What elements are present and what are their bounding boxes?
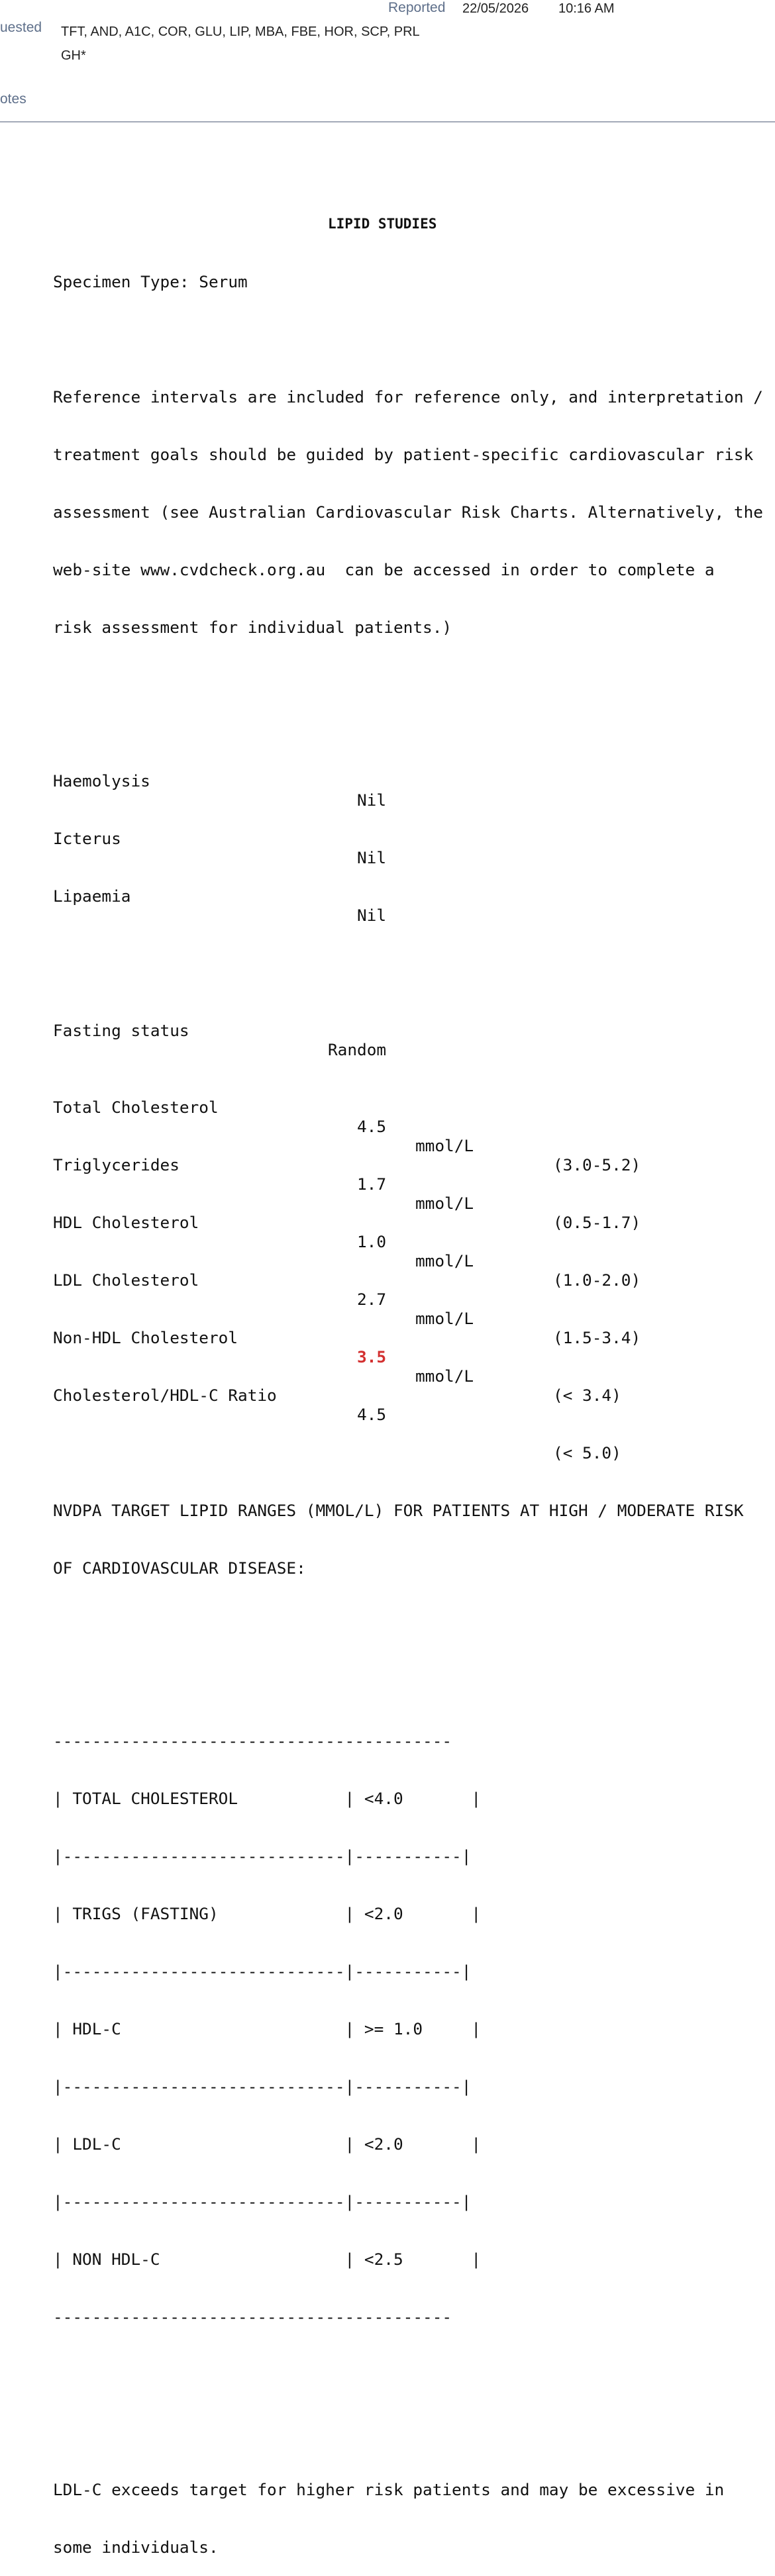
abnormal-value: 3.5 xyxy=(357,1347,387,1366)
reported-time: 10:16 AM xyxy=(558,1,615,16)
result-row-abnormal: Non-HDL Cholesterol 3.5 mmol/L (< 3.4) xyxy=(53,1328,621,1405)
table-line: |-----------------------------|-----------| xyxy=(53,2192,472,2211)
reported-label: Reported xyxy=(388,0,446,15)
reported-date: 22/05/2026 xyxy=(462,1,529,16)
header-divider xyxy=(0,121,775,122)
requested-tests-line1: TFT, AND, A1C, COR, GLU, LIP, MBA, FBE, HOR, SCP, PRL xyxy=(61,24,420,39)
report-title: LIPID STUDIES xyxy=(328,216,437,232)
table-line: |-----------------------------|-----------| xyxy=(53,2077,472,2096)
table-line: | TRIGS (FASTING) | <2.0 | xyxy=(53,1904,482,1923)
intro-line: Reference intervals are included for reference only, and interpretation / xyxy=(53,387,763,406)
result-row: Total Cholesterol 4.5 mmol/L (3.0-5.2) xyxy=(53,1098,641,1174)
specimen-type: Specimen Type: Serum xyxy=(53,272,248,291)
requested-tests-line2: GH* xyxy=(61,48,86,63)
intro-line: treatment goals should be guided by patient-specific cardiovascular risk xyxy=(53,445,754,464)
table-line: | TOTAL CHOLESTEROL | <4.0 | xyxy=(53,1789,482,1808)
result-row: Cholesterol/HDL-C Ratio 4.5 (< 5.0) xyxy=(53,1386,621,1462)
intro-line: risk assessment for individual patients.) xyxy=(53,618,452,637)
table-line: | NON HDL-C | <2.5 | xyxy=(53,2250,482,2269)
intro-line: web-site www.cvdcheck.org.au can be accessed in order to complete a xyxy=(53,560,715,579)
fasting-status-row: Fasting status Random xyxy=(53,1021,387,1059)
report-header xyxy=(0,0,775,123)
table-line: |-----------------------------|-----------| xyxy=(53,1846,472,1866)
intro-line: assessment (see Australian Cardiovascular Risk Charts. Alternatively, the xyxy=(53,502,763,522)
lipid-report xyxy=(53,176,772,2576)
target-heading: OF CARDIOVASCULAR DISEASE: xyxy=(53,1558,306,1578)
footer-note: some individuals. xyxy=(53,2538,219,2557)
table-line: | LDL-C | <2.0 | xyxy=(53,2134,482,2154)
quality-row: Haemolysis Nil xyxy=(53,771,387,810)
notes-label: otes xyxy=(0,91,26,107)
table-line: ----------------------------------------- xyxy=(53,1731,452,1750)
result-row: LDL Cholesterol 2.7 mmol/L (1.5-3.4) xyxy=(53,1270,641,1347)
target-ranges-table xyxy=(53,1693,772,2365)
result-row: HDL Cholesterol 1.0 mmol/L (1.0-2.0) xyxy=(53,1213,641,1290)
target-heading: NVDPA TARGET LIPID RANGES (MMOL/L) FOR PATIENTS AT HIGH / MODERATE RISK xyxy=(53,1501,744,1520)
requested-label: uested xyxy=(0,20,42,35)
footer-note: LDL-C exceeds target for higher risk patients and may be excessive in xyxy=(53,2480,725,2499)
quality-row: Icterus Nil xyxy=(53,829,387,867)
quality-row: Lipaemia Nil xyxy=(53,886,387,925)
table-line: | HDL-C | >= 1.0 | xyxy=(53,2019,482,2038)
result-row: Triglycerides 1.7 mmol/L (0.5-1.7) xyxy=(53,1155,641,1232)
table-line: ----------------------------------------- xyxy=(53,2307,452,2326)
table-line: |-----------------------------|-----------| xyxy=(53,1962,472,1981)
